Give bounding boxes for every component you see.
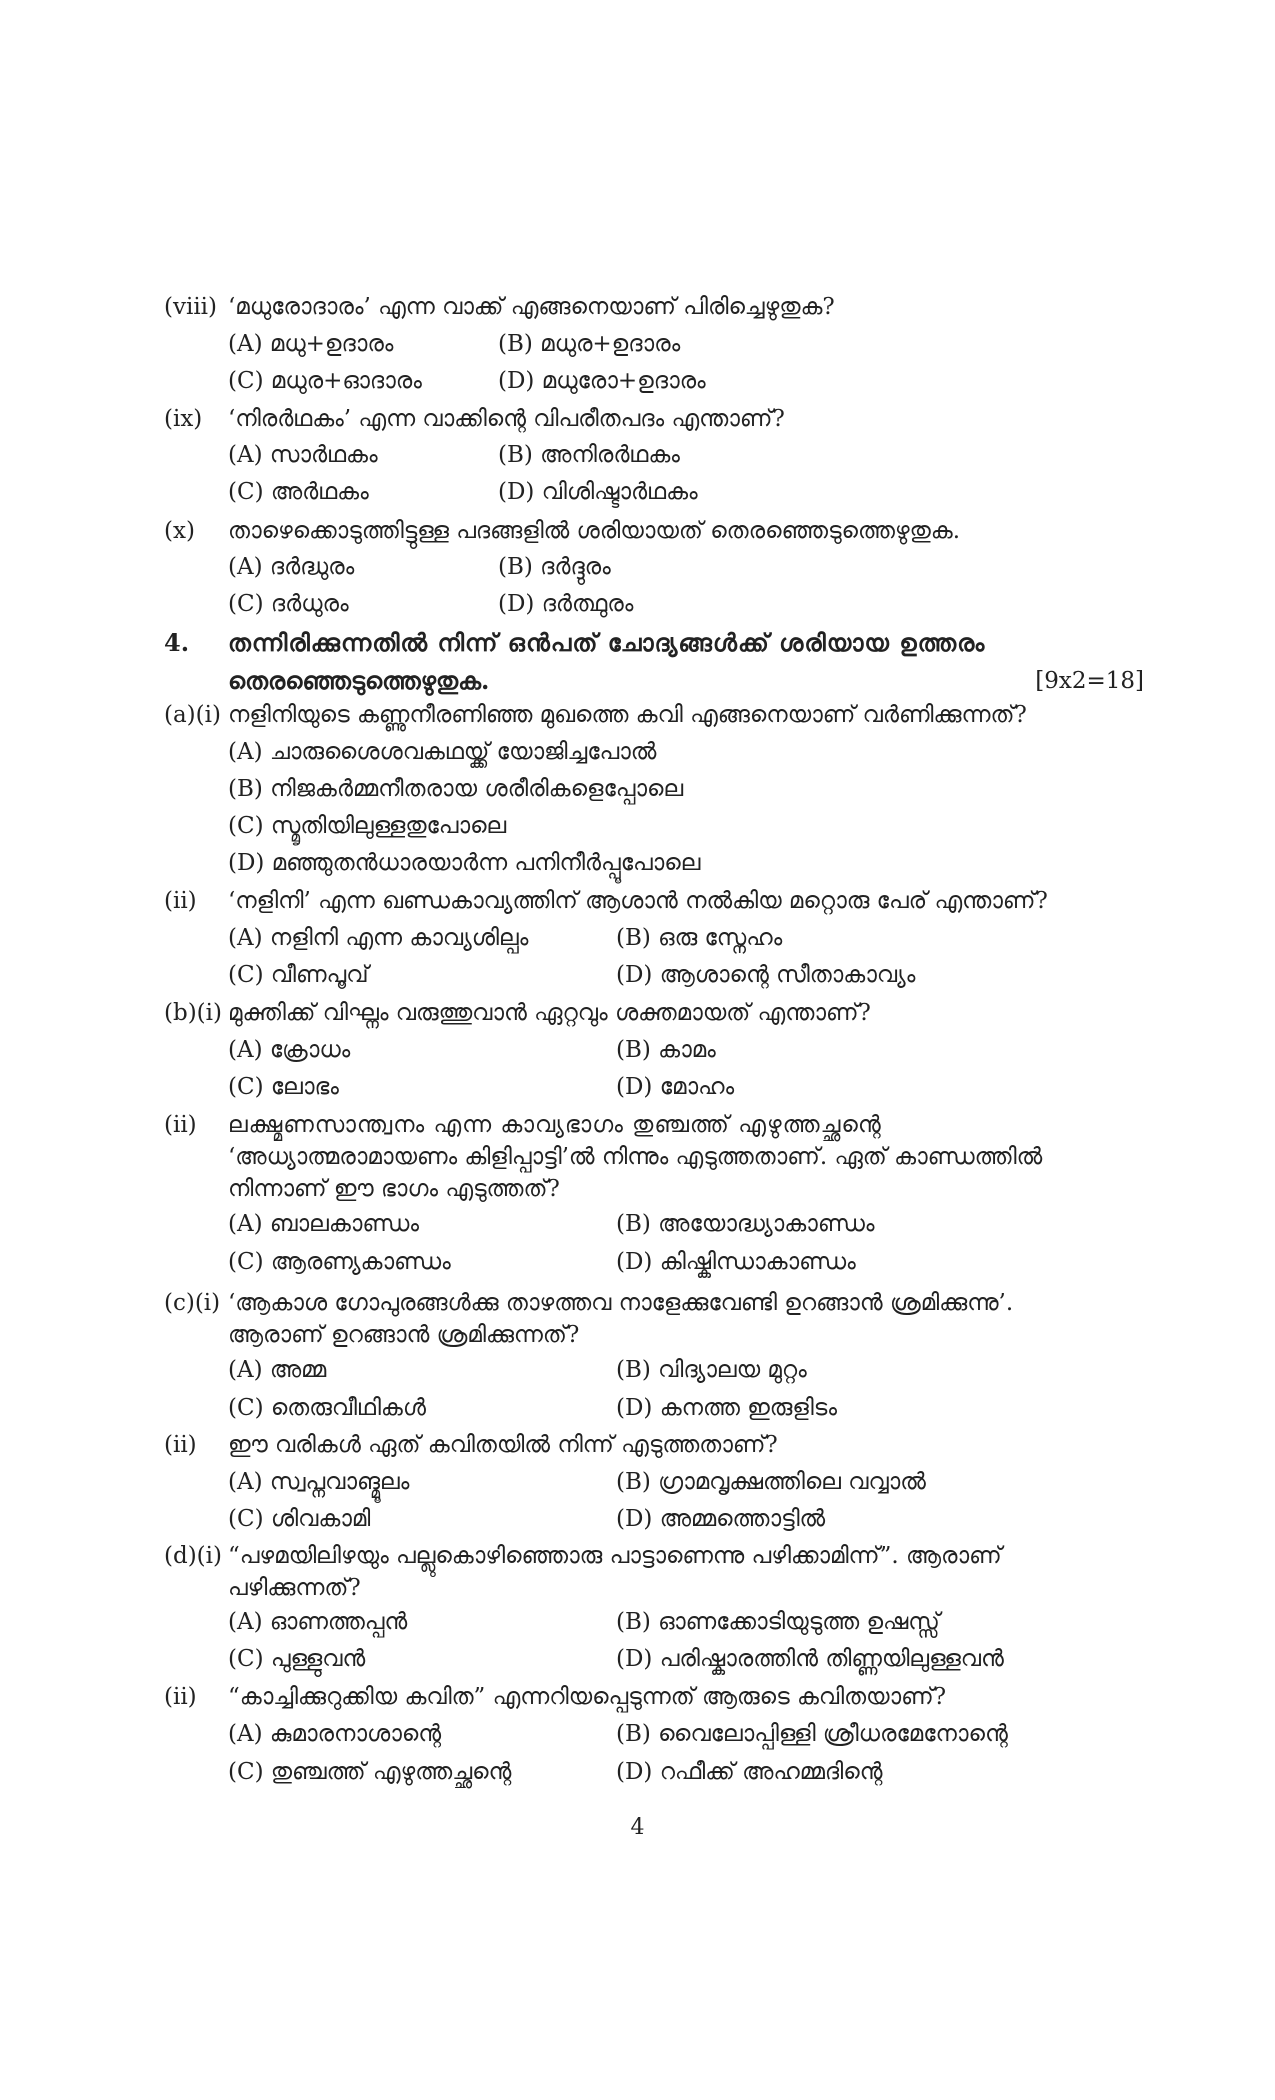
option-b: (B) വിദ്യാലയ മുറ്റം: [616, 1357, 807, 1383]
option-a: (A) ചാരുശൈശവകഥയ്ക്ക് യോജിച്ചപോൽ: [228, 739, 657, 765]
question-text-line2: പഴിക്കുന്നത്?: [228, 1575, 361, 1601]
question-number: (ix): [164, 406, 203, 432]
option-d: (D) മധുരോ+ഉദാരം: [498, 368, 706, 394]
option-c: (C) തുഞ്ചത്ത് എഴുത്തച്ഛന്റെ: [228, 1759, 512, 1785]
option-c: (C) സ്മൃതിയിലുള്ളതുപോലെ: [228, 813, 507, 839]
section-number: 4.: [164, 628, 190, 657]
option-c: (C) മധുര+ഓദാരം: [228, 368, 422, 394]
option-c: (C) പുള്ളുവൻ: [228, 1646, 366, 1672]
question-b-ii: [164, 1106, 1144, 1220]
option-d: (D) വിശിഷ്ടാർഥകം: [498, 479, 698, 505]
option-a: (A) അമ്മ: [228, 1357, 327, 1383]
option-b: (B) നിജകർമ്മനീതരായ ശരീരികളെപ്പോലെ: [228, 776, 684, 802]
option-d: (D) ആശാന്റെ സീതാകാവ്യം: [616, 962, 916, 988]
option-c: (C) അർഥകം: [228, 479, 369, 505]
option-a: (A) നളിനി എന്ന കാവ്യശില്പം: [228, 925, 529, 951]
question-c-i: [164, 1284, 1144, 1354]
option-c: (C) തെരുവീഥികൾ: [228, 1395, 426, 1421]
option-a: (A) ദർദ്ധുരം: [228, 554, 355, 580]
option-a: (A) ഓണത്തപ്പൻ: [228, 1609, 408, 1635]
option-d: (D) കിഷ്കിന്ധാകാണ്ഡം: [616, 1249, 856, 1275]
option-c: (C) ദർധുരം: [228, 591, 349, 617]
option-d: (D) അമ്മത്തൊട്ടിൽ: [616, 1506, 826, 1532]
page-number: 4: [630, 1815, 645, 1840]
question-number: (ii): [164, 1684, 197, 1710]
option-a: (A) ക്രോധം: [228, 1037, 351, 1063]
question-number: (b)(i): [164, 1000, 222, 1026]
question-text-line1: “പഴമയിലിഴയും പല്ലുകൊഴിഞ്ഞൊരു പാട്ടാണെന്നു പഴിക്കാമിന്ന്”. ആരാണ്: [228, 1543, 1002, 1569]
option-b: (B) ഗ്രാമവൃക്ഷത്തിലെ വവ്വാൽ: [616, 1469, 926, 1495]
option-a: (A) സാർഥകം: [228, 442, 378, 468]
section-4-heading: [164, 624, 1144, 704]
question-text: ‘മധുരോദാരം’ എന്ന വാക്ക് എങ്ങനെയാണ് പിരിച്ചെഴുതുക?: [228, 294, 835, 320]
question-text-line2: ‘അധ്യാത്മരാമായണം കിളിപ്പാട്ടി’ൽ നിന്നും എടുത്തതാണ്. ഏത് കാണ്ഡത്തിൽ: [228, 1144, 1043, 1170]
question-number: (x): [164, 518, 195, 544]
option-b: (B) അയോദ്ധ്യാകാണ്ഡം: [616, 1211, 875, 1237]
question-d-i: [164, 1537, 1144, 1607]
option-d: (D) ദർത്ഥുരം: [498, 591, 634, 617]
option-d: (D) കനത്ത ഇരുളിടം: [616, 1395, 837, 1421]
option-a: (A) കുമാരനാശാന്റെ: [228, 1721, 442, 1747]
option-c: (C) ആരണ്യകാണ്ഡം: [228, 1249, 451, 1275]
option-b: (B) കാമം: [616, 1037, 716, 1063]
option-c: (C) ശിവകാമി: [228, 1506, 371, 1532]
question-text-line2: ആരാണ് ഉറങ്ങാൻ ശ്രമിക്കുന്നത്?: [228, 1322, 580, 1348]
section-marks: [9x2=18]: [1035, 668, 1144, 694]
option-d: (D) മഞ്ഞുതൻധാരയാർന്ന പനിനീർപ്പൂപോലെ: [228, 850, 701, 876]
question-text: ‘നിരർഥകം’ എന്ന വാക്കിന്റെ വിപരീതപദം എന്താണ്?: [228, 406, 785, 432]
question-text: ഈ വരികൾ ഏത് കവിതയിൽ നിന്ന് എടുത്തതാണ്?: [228, 1432, 778, 1458]
section-instruction-line1: തന്നിരിക്കുന്നതിൽ നിന്ന് ഒൻപത് ചോദ്യങ്ങൾക്ക് ശരിയായ ഉത്തരം: [228, 628, 986, 657]
question-number: (a)(i): [164, 702, 221, 728]
question-number: (d)(i): [164, 1543, 222, 1569]
question-number: (ii): [164, 1432, 197, 1458]
section-instruction-line2: തെരഞ്ഞെടുത്തെഴുതുക.: [228, 666, 490, 695]
option-b: (B) വൈലോപ്പിള്ളി ശ്രീധരമേനോന്റെ: [616, 1721, 1008, 1747]
option-b: (B) ഒരു സ്നേഹം: [616, 925, 783, 951]
question-text-line1: ലക്ഷ്മണസാന്ത്വനം എന്ന കാവ്യഭാഗം തുഞ്ചത്ത് എഴുത്തച്ഛന്റെ: [228, 1112, 882, 1138]
question-text: നളിനിയുടെ കണ്ണുനീരണിഞ്ഞ മുഖത്തെ കവി എങ്ങനെയാണ് വർണിക്കുന്നത്?: [228, 702, 1027, 728]
option-c: (C) ലോഭം: [228, 1074, 339, 1100]
option-b: (B) അനിരർഥകം: [498, 442, 680, 468]
question-number: (viii): [164, 294, 218, 320]
question-text: “കാച്ചിക്കുറുക്കിയ കവിത” എന്നറിയപ്പെടുന്നത് ആരുടെ കവിതയാണ്?: [228, 1684, 947, 1710]
question-number: (ii): [164, 888, 197, 914]
question-text: താഴെക്കൊടുത്തിട്ടുള്ള പദങ്ങളിൽ ശരിയായത് തെരഞ്ഞെടുത്തെഴുതുക.: [228, 518, 961, 544]
question-text-line3: നിന്നാണ് ഈ ഭാഗം എടുത്തത്?: [228, 1176, 560, 1202]
option-b: (B) ദർദ്ദുരം: [498, 554, 611, 580]
option-d: (D) മോഹം: [616, 1074, 735, 1100]
option-d: (D) പരിഷ്കാരത്തിൻ തിണ്ണയിലുള്ളവൻ: [616, 1646, 1004, 1672]
option-c: (C) വീണപൂവ്: [228, 962, 369, 988]
option-a: (A) മധു+ഉദാരം: [228, 331, 394, 357]
option-a: (A) സ്വപ്നവാങ്മൂലം: [228, 1469, 410, 1495]
option-d: (D) റഫീക്ക് അഹമ്മദിന്റെ: [616, 1759, 883, 1785]
question-number: (ii): [164, 1112, 197, 1138]
option-b: (B) മധുര+ഉദാരം: [498, 331, 681, 357]
question-text-line1: ‘ആകാശ ഗോപുരങ്ങൾക്കു താഴത്തവ നാളേക്കുവേണ്ടി ഉറങ്ങാൻ ശ്രമിക്കുന്നു’.: [228, 1290, 1014, 1316]
option-a: (A) ബാലകാണ്ഡം: [228, 1211, 420, 1237]
question-text: മുക്തിക്ക് വിഘ്നം വരുത്തുവാൻ ഏറ്റവും ശക്തമായത് എന്താണ്?: [228, 1000, 871, 1026]
question-number: (c)(i): [164, 1290, 221, 1316]
option-b: (B) ഓണക്കോടിയുടുത്ത ഉഷസ്സ്: [616, 1609, 940, 1635]
question-text: ‘നളിനി’ എന്ന ഖണ്ഡകാവ്യത്തിന് ആശാൻ നൽകിയ മറ്റൊരു പേര് എന്താണ്?: [228, 888, 1048, 914]
